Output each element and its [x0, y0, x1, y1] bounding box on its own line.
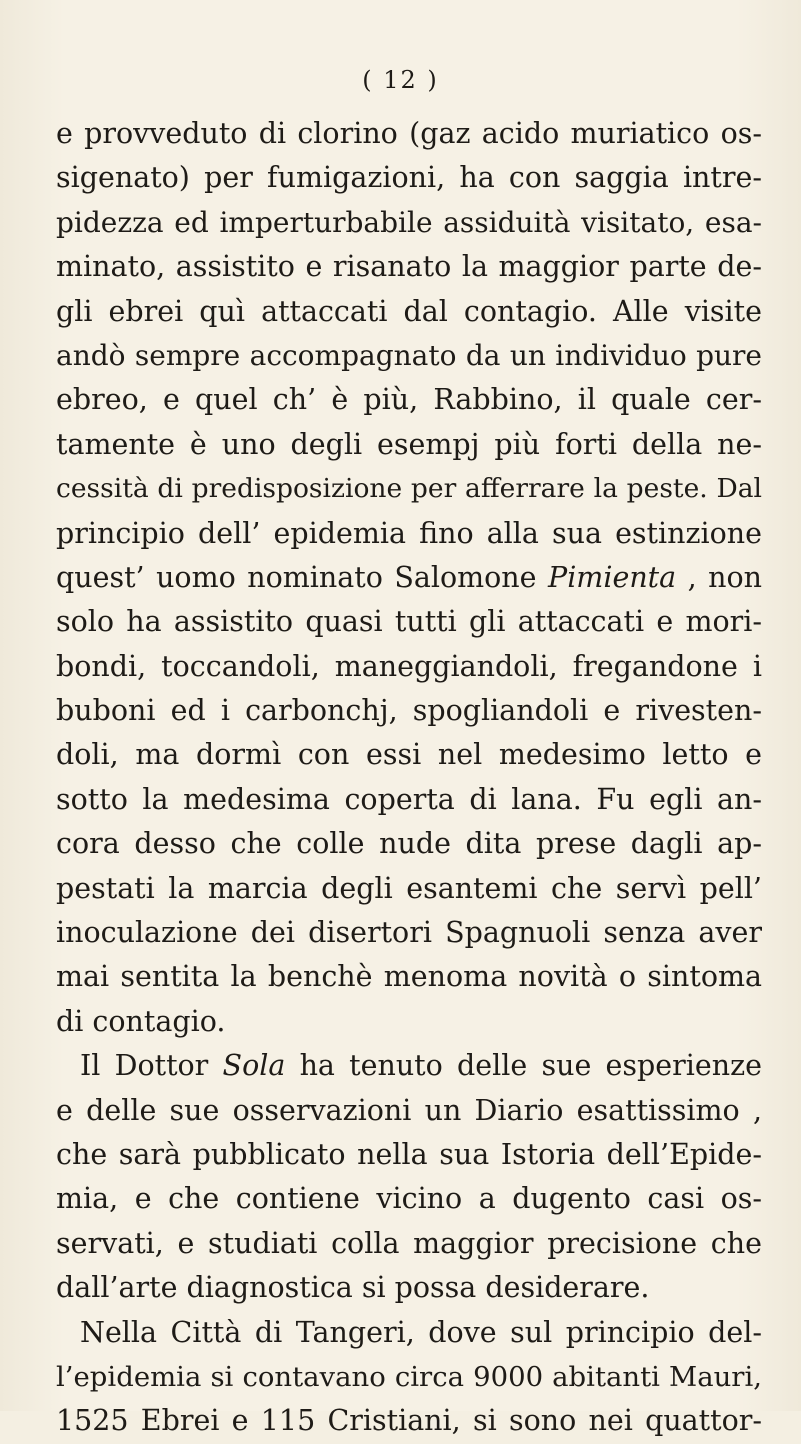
italic-name: Sola: [222, 1049, 286, 1083]
text-line: cora desso che colle nude dita prese dagli ap-: [56, 827, 762, 861]
text-fragment: ha tenuto delle sue esperienze: [285, 1049, 762, 1083]
text-line: tamente è uno degli esempj più forti della ne-: [56, 427, 762, 461]
text-line: principio dell’ epidemia fino alla sua estinzione: [56, 516, 762, 550]
text-line: l’epidemia si contavano circa 9000 abitanti Mauri,: [56, 1360, 762, 1393]
text-line: [56, 556, 762, 600]
text-line: servati, e studiati colla maggior precisione che: [56, 1226, 762, 1260]
text-line: buboni ed i carbonchj, spogliandoli e rivesten-: [56, 694, 762, 728]
text-line: 1525 Ebrei e 115 Cristiani, si sono nei quattor-: [56, 1404, 762, 1438]
text-line: che sarà pubblicato nella sua Istoria dell’Epide-: [56, 1137, 762, 1171]
text-fragment: quest’ uomo nominato Salomone: [56, 560, 549, 594]
text-line: mai sentita la benchè menoma novità o sintoma: [56, 960, 762, 994]
text-line: sotto la medesima coperta di lana. Fu egli an-: [56, 782, 762, 816]
text-line: dall’arte diagnostica si possa desiderare.: [56, 1271, 650, 1305]
text-line: e delle sue osservazioni un Diario esattissimo ,: [56, 1093, 762, 1127]
body-text: [56, 112, 762, 1444]
text-line: pidezza ed imperturbabile assiduità visitato, esa-: [56, 205, 762, 239]
text-line: [56, 1044, 762, 1088]
text-fragment: , non: [676, 560, 763, 594]
text-line: pestati la marcia degli esantemi che servì pell’: [56, 871, 762, 905]
text-line: cessità di predisposizione per afferrare la peste. Dal: [56, 473, 762, 505]
text-line: Nella Città di Tangeri, dove sul principio del-: [80, 1315, 762, 1349]
text-line: doli, ma dormì con essi nel medesimo letto e: [56, 738, 762, 772]
text-line: mia, e che contiene vicino a dugento casi os-: [56, 1182, 762, 1216]
text-line: sigenato) per fumigazioni, ha con saggia intre-: [56, 161, 762, 195]
text-fragment: Il Dottor: [80, 1049, 223, 1083]
text-line: e provveduto di clorino (gaz acido muriatico os-: [56, 117, 762, 150]
page-number: ( 12 ): [362, 66, 439, 94]
text-line: minato, assistito e risanato la maggior parte de-: [56, 250, 762, 284]
text-line: di contagio.: [56, 1004, 226, 1038]
text-line: andò sempre accompagnato da un individuo pure: [56, 338, 762, 372]
text-line: inoculazione dei disertori Spagnuoli senza aver: [56, 916, 762, 950]
text-line: gli ebrei quì attaccati dal contagio. Alle visite: [56, 294, 762, 328]
text-line: solo ha assistito quasi tutti gli attaccati e mori-: [56, 605, 762, 639]
text-line: ebreo, e quel ch’ è più, Rabbino, il quale cer-: [56, 383, 762, 417]
italic-name: Pimienta: [548, 560, 677, 594]
text-line: bondi, toccandoli, maneggiandoli, fregandone i: [56, 649, 762, 683]
